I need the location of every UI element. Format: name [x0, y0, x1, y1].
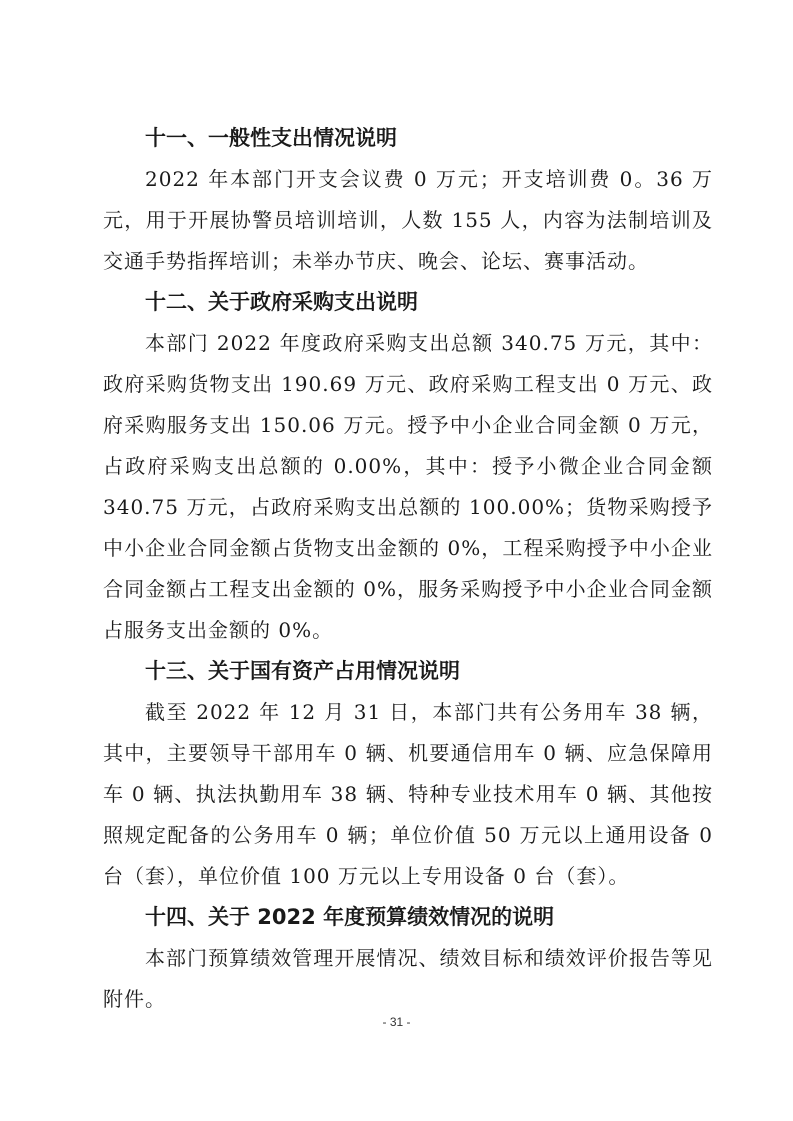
section-heading-14: 十四、关于 2022 年度预算绩效情况的说明 [145, 905, 555, 929]
section-heading-11: 十一、一般性支出情况说明 [145, 126, 397, 150]
section-heading-12: 十二、关于政府采购支出说明 [145, 290, 418, 314]
section-paragraph-14: 本部门预算绩效管理开展情况、绩效目标和绩效评价报告等见附件。 [103, 946, 713, 1011]
document-body [103, 118, 713, 1020]
page-number: - 31 - [382, 1015, 411, 1029]
section-paragraph-12: 本部门 2022 年度政府采购支出总额 340.75 万元，其中：政府采购货物支出 190.69 万元、政府采购工程支出 0 万元、政府采购服务支出 150.06 万元。授予中小企业合同金额 0 万元，占政府采购支出总额的 0.00%，其中：授予小微企业合同金额 340.75 万元，占政府采购支出总额的 100.00%；货物采购授予中小企业合同金额占货物支出金额的 0%，工程采购授予中小企业合同金额占工程支出金额的 0%，服务采购授予中小企业合同金额占服务支出金额的 0%。 [103, 331, 713, 642]
section-paragraph-11: 2022 年本部门开支会议费 0 万元；开支培训费 0。36 万元，用于开展协警员培训培训，人数 155 人，内容为法制培训及交通手势指挥培训；未举办节庆、晚会、论坛、赛事活动。 [103, 167, 713, 273]
section-heading-13: 十三、关于国有资产占用情况说明 [145, 659, 460, 683]
section-paragraph-13: 截至 2022 年 12 月 31 日，本部门共有公务用车 38 辆，其中，主要领导干部用车 0 辆、机要通信用车 0 辆、应急保障用车 0 辆、执法执勤用车 38 辆、特种专业技术用车 0 辆、其他按照规定配备的公务用车 0 辆；单位价值 50 万元以上通用设备 0 台（套），单位价值 100 万元以上专用设备 0 台（套）。 [103, 700, 713, 888]
